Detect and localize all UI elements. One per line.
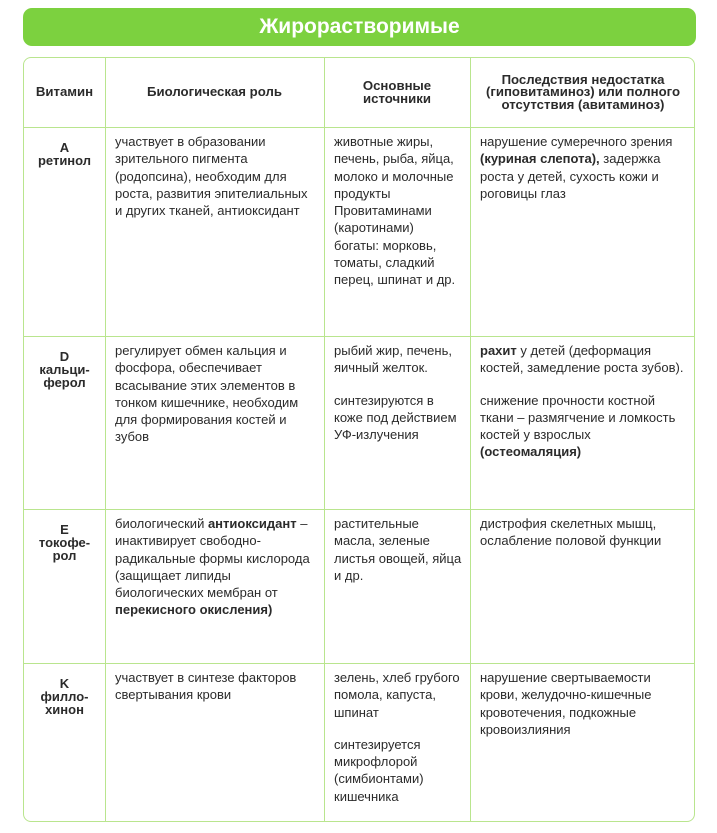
- deficiency-term: (остеомаляция): [480, 444, 582, 460]
- sources-cell: [324, 509, 470, 584]
- role-text: регулирует обмен кальция и фосфора, обеспечивает всасывание этих элементов в тонком кишечнике, необходим для формирования костей и зубов: [115, 343, 299, 445]
- deficiency-term: (куриная слепота),: [480, 151, 600, 167]
- role-term: антиоксидант: [207, 516, 297, 531]
- deficiency-text: [480, 392, 688, 461]
- vitamin-name: токофе- рол: [38, 535, 91, 563]
- vitamin-cell: [24, 127, 105, 167]
- sources-text: синтезируются в коже под действием УФ-излучения: [334, 392, 457, 443]
- vitamin-name: кальци- ферол: [39, 362, 90, 390]
- section-title-banner: Жирорастворимые: [23, 8, 696, 46]
- role-cell: [105, 336, 324, 446]
- vitamin-letter: D: [59, 349, 70, 364]
- role-text-part: биологический: [115, 516, 208, 531]
- vitamin-letter: K: [59, 676, 70, 691]
- vitamin-letter: E: [60, 522, 69, 537]
- sources-text: животные жиры, печень, рыба, яйца, молоко и молочные продукты Провитаминами (каротинами) богаты: морковь, томаты, сладкий перец, шпинат и др.: [334, 134, 456, 288]
- header-role: Биологическая роль: [147, 84, 282, 100]
- sources-text: рыбий жир, печень, яичный желток.: [334, 343, 452, 376]
- deficiency-cell: [470, 127, 696, 202]
- deficiency-cell: [470, 336, 696, 461]
- role-text: [115, 515, 316, 619]
- role-text: участвует в синтезе факторов свертывания крови: [115, 670, 297, 703]
- role-cell: [105, 509, 324, 619]
- deficiency-text: [480, 342, 688, 377]
- deficiency-text: дистрофия скелетных мышц, ослабление половой функции: [480, 516, 662, 549]
- header-deficiency: Последствия недостатка (гиповитаминоз) или полного отсутствия (авитаминоз): [485, 71, 681, 112]
- deficiency-text-part: задержка роста у детей, сухость кожи и роговицы глаз: [480, 151, 661, 201]
- deficiency-cell: [470, 509, 696, 550]
- deficiency-text: нарушение свертываемости крови, желудочно-кишечные кровотечения, подкожные кровоизлияния: [480, 670, 652, 737]
- role-text: участвует в образовании зрительного пигмента (родопсина), необходим для роста, развития эпителиальных и других тканей, антиоксидант: [115, 134, 308, 219]
- deficiency-cell: [470, 663, 696, 738]
- sources-cell: [324, 663, 470, 805]
- role-text-part: – инактивирует свободно-радикальные формы кислорода (защищает липиды биологических мембран от: [115, 516, 310, 601]
- role-term: перекисного окисления): [115, 602, 273, 618]
- vitamin-cell: [24, 336, 105, 389]
- vitamin-cell: [24, 509, 105, 562]
- header-vitamin: Витамин: [35, 84, 94, 100]
- sources-cell: [324, 127, 470, 289]
- vitamin-cell: [24, 663, 105, 716]
- deficiency-term: рахит: [480, 343, 517, 358]
- deficiency-text-part: у детей (деформация костей, замедление роста зубов).: [480, 343, 684, 376]
- deficiency-text: [480, 133, 688, 202]
- sources-text: зелень, хлеб грубого помола, капуста, шпинат: [334, 670, 460, 720]
- vitamin-name: филло- хинон: [40, 689, 89, 717]
- role-cell: [105, 127, 324, 219]
- sources-cell: [324, 336, 470, 443]
- vitamins-table: [23, 57, 695, 822]
- sources-text: синтезируется микрофлорой (симбионтами) кишечника: [334, 736, 424, 804]
- header-sources: Основные источники: [362, 78, 432, 106]
- sources-text: растительные масла, зеленые листья овощей, яйца и др.: [334, 516, 462, 583]
- role-cell: [105, 663, 324, 704]
- deficiency-text-part: снижение прочности костной ткани – размягчение и ломкость костей у взрослых: [480, 392, 676, 443]
- vitamin-letter: A: [59, 140, 70, 155]
- deficiency-text-part: нарушение сумеречного зрения: [480, 134, 673, 149]
- vitamin-name: ретинол: [37, 153, 92, 168]
